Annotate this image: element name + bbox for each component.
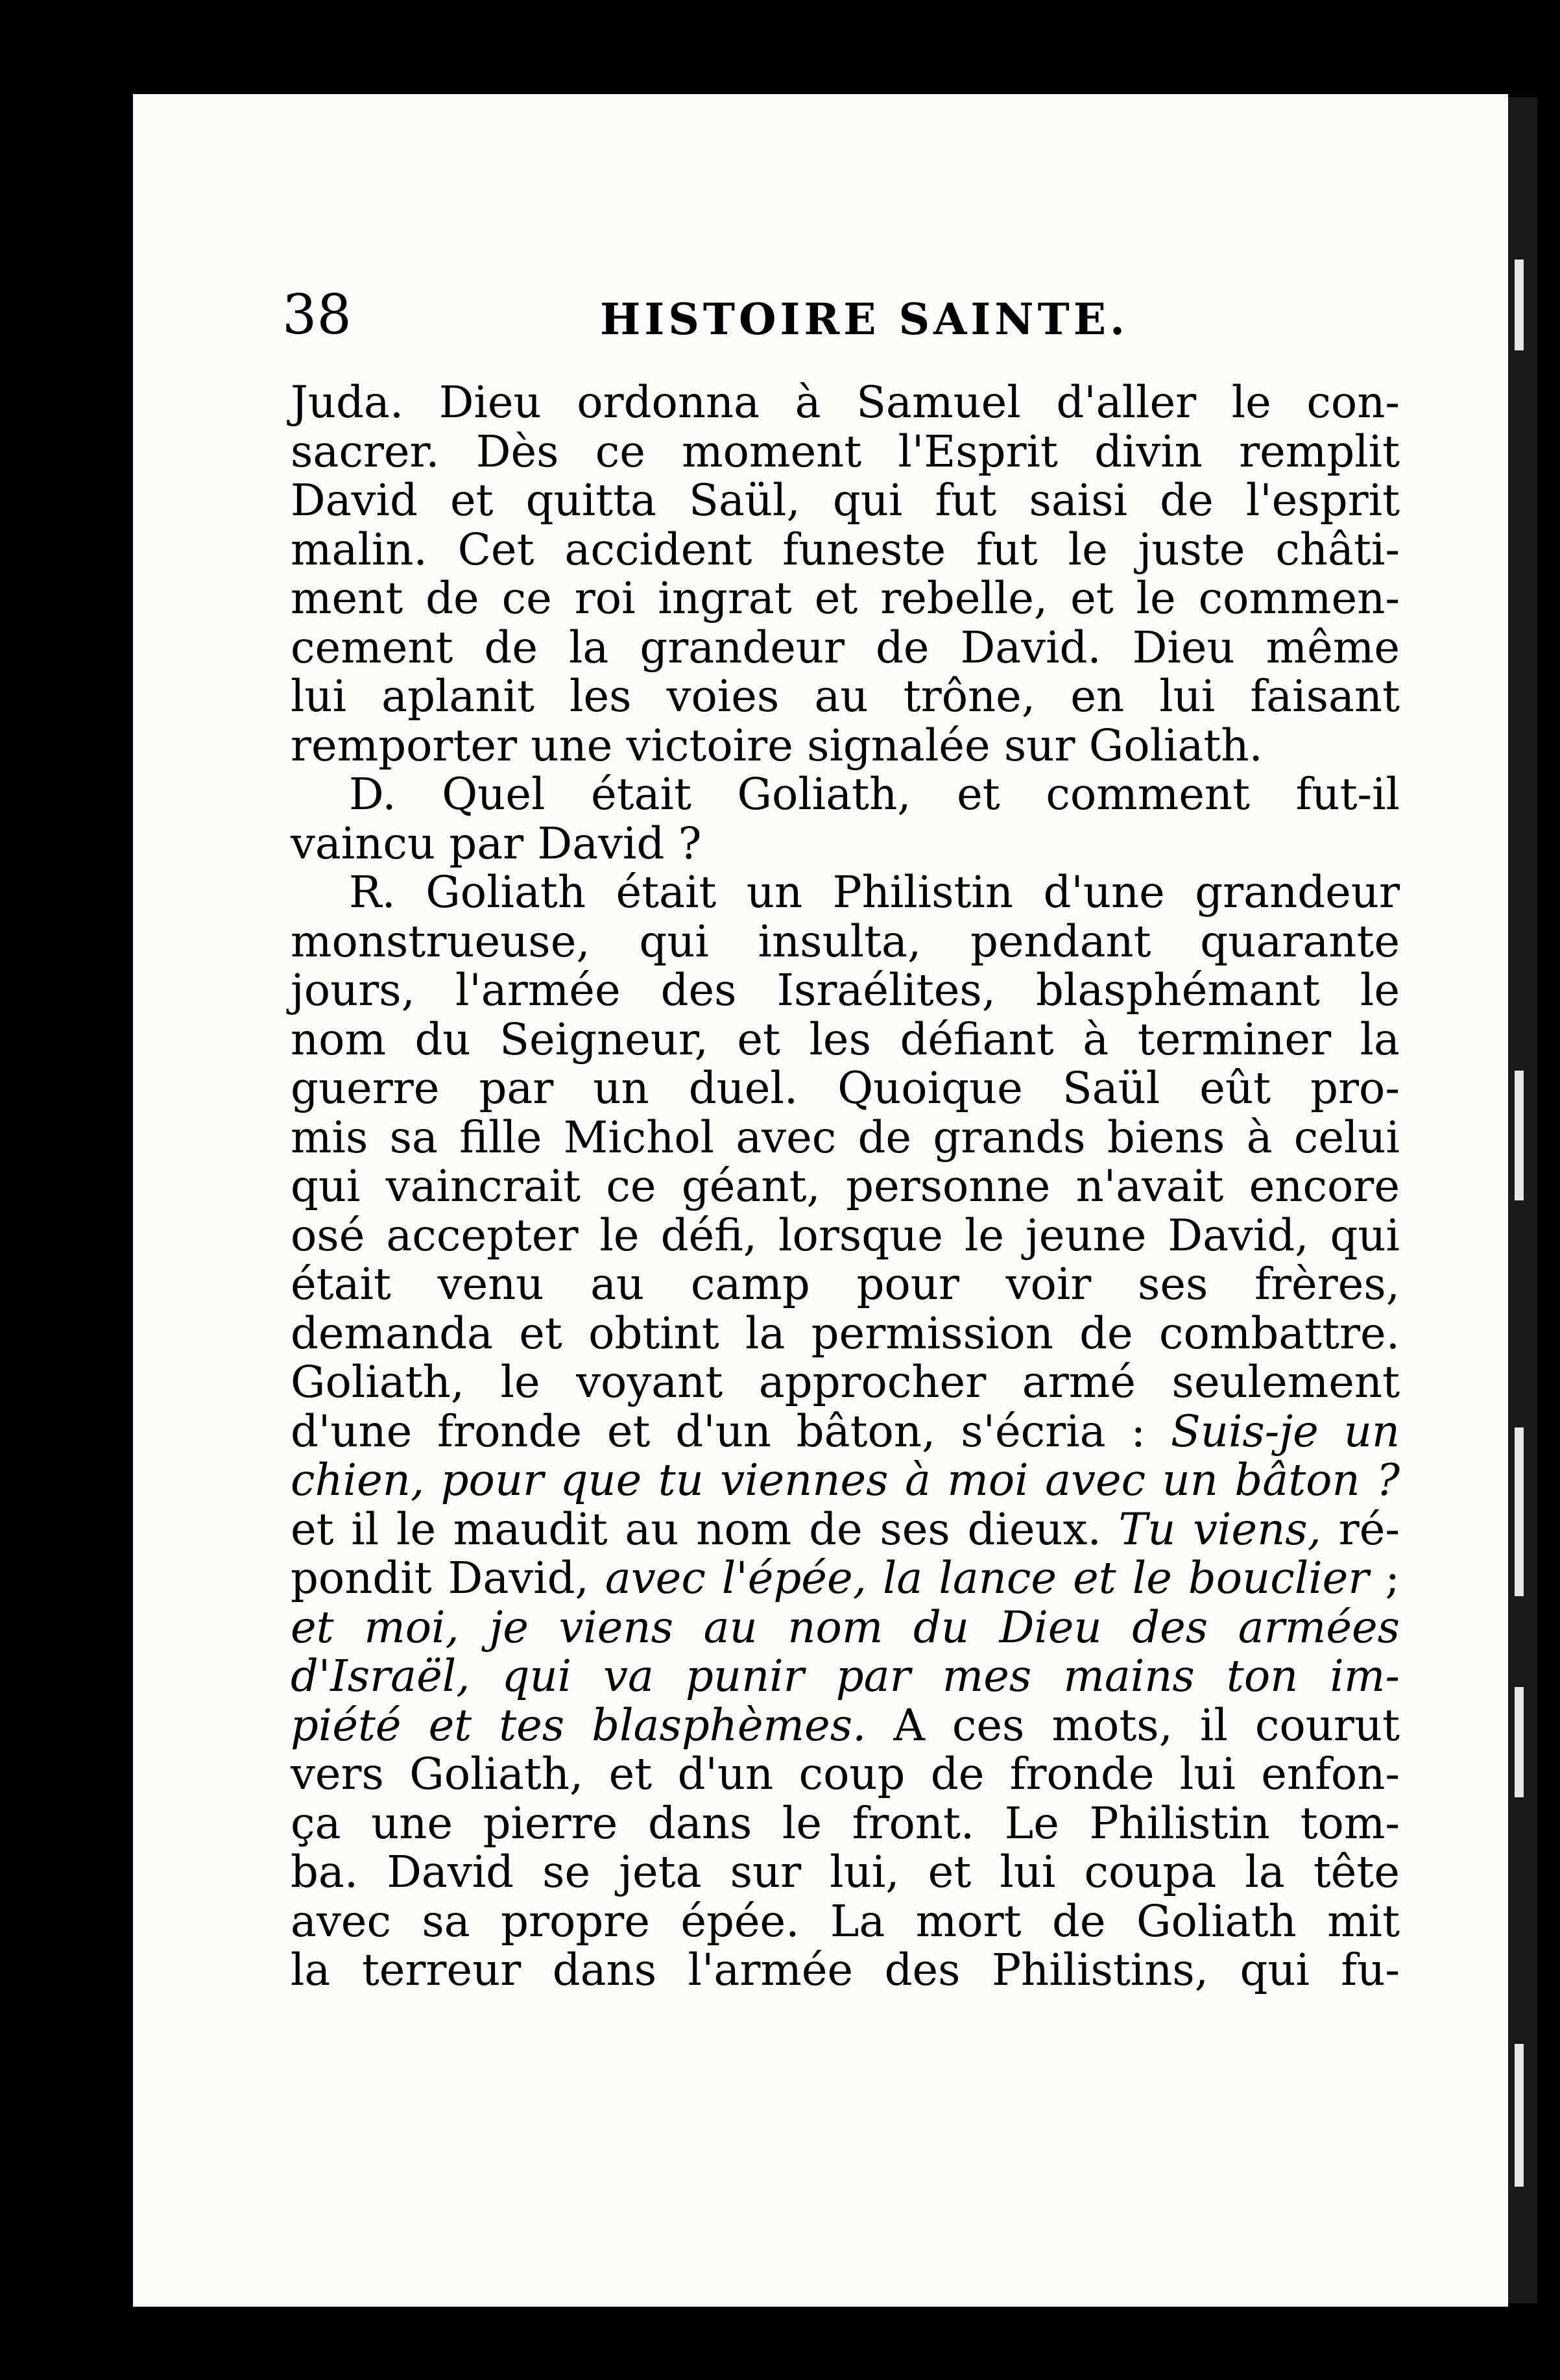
text-segment: ça une pierre dans le front. Le Philistin tom- — [291, 1797, 1400, 1849]
text-segment: ba. David se jeta sur lui, et lui coupa la tête — [291, 1847, 1400, 1897]
text-segment: remporter une victoire signalée sur Goliath. — [291, 720, 1263, 771]
text-line — [291, 1015, 1400, 1065]
text-line — [291, 1652, 1400, 1701]
text-line — [291, 526, 1400, 575]
running-head — [282, 279, 1411, 357]
text-segment: cement de la grandeur de David. Dieu même — [291, 622, 1400, 673]
text-line — [291, 1897, 1400, 1947]
text-segment: Goliath, le voyant approcher armé seulement — [291, 1357, 1400, 1407]
text-segment: lui aplanit les voies au trône, en lui faisant — [291, 671, 1400, 722]
text-segment: guerre par un duel. Quoique Saül eût pro- — [291, 1063, 1400, 1113]
text-segment: était venu au camp pour voir ses frères, — [291, 1259, 1400, 1309]
italic-text-segment: avec l'épée, la lance et le bouclier — [605, 1553, 1369, 1603]
text-line — [291, 1407, 1400, 1457]
text-line — [291, 1260, 1400, 1309]
text-segment: nom du Seigneur, et les défiant à terminer la — [291, 1014, 1400, 1065]
text-line — [291, 1211, 1400, 1261]
text-line — [291, 1701, 1400, 1751]
text-line — [291, 1848, 1400, 1897]
text-segment: la terreur dans l'armée des Philistins, qui fu- — [291, 1945, 1400, 1995]
text-segment: ré- — [1321, 1503, 1400, 1555]
text-segment: mis sa fille Michol avec de grands biens à celui — [291, 1111, 1400, 1163]
text-segment: demanda et obtint la permission de combattre. — [291, 1307, 1400, 1359]
text-segment: sacrer. Dès ce moment l'Esprit divin remplit — [291, 426, 1400, 477]
text-segment: d'une fronde et d'un bâton, s'écria : — [291, 1405, 1171, 1457]
italic-text-segment: piété et tes blasphèmes. — [291, 1699, 867, 1751]
text-line — [291, 820, 1400, 869]
facing-page-edge — [1508, 97, 1537, 2303]
italic-text-segment: Tu viens, — [1118, 1503, 1321, 1555]
text-line — [291, 770, 1400, 820]
italic-text-segment: et moi, je viens au nom du Dieu des armées — [291, 1601, 1400, 1653]
text-segment: Juda. Dieu ordonna à Samuel d'aller le con- — [291, 377, 1400, 428]
text-segment: osé accepter le défi, lorsque le jeune David, qui — [291, 1209, 1400, 1261]
text-segment: D. Quel était Goliath, et comment fut-il — [349, 769, 1400, 820]
text-segment: pondit David, — [291, 1553, 605, 1603]
text-line — [291, 624, 1400, 673]
text-segment: qui vaincrait ce géant, personne n'avait encore — [291, 1161, 1400, 1211]
text-line — [291, 1799, 1400, 1849]
text-line — [291, 1162, 1400, 1211]
body-text — [291, 378, 1400, 1995]
italic-text-segment: d'Israël, qui va punir par mes mains ton im- — [291, 1651, 1400, 1701]
text-line — [291, 672, 1400, 722]
text-segment: David et quitta Saül, qui fut saisi de l'esprit — [291, 475, 1400, 526]
text-segment: vaincu par David ? — [291, 818, 702, 869]
text-line — [291, 1603, 1400, 1653]
text-segment: A ces mots, il courut — [866, 1699, 1400, 1751]
text-segment: ment de ce roi ingrat et rebelle, et le commen- — [291, 573, 1400, 624]
text-line — [291, 868, 1400, 917]
text-segment: malin. Cet accident funeste fut le juste châti- — [291, 524, 1400, 575]
text-line — [291, 1505, 1400, 1555]
italic-text-segment: Suis-je un — [1170, 1405, 1400, 1457]
text-segment: monstrueuse, qui insulta, pendant quarante — [291, 916, 1400, 967]
page-number: 38 — [282, 283, 352, 346]
text-line — [291, 722, 1400, 771]
text-line — [291, 476, 1400, 526]
text-line — [291, 1309, 1400, 1359]
text-line — [291, 1750, 1400, 1799]
text-segment: avec sa propre épée. La mort de Goliath mit — [291, 1895, 1400, 1947]
text-segment: vers Goliath, et d'un coup de fronde lui enfon- — [291, 1749, 1400, 1799]
text-segment: jours, l'armée des Israélites, blasphémant le — [291, 965, 1400, 1015]
text-line — [291, 428, 1400, 477]
text-segment: R. Goliath était un Philistin d'une grandeur — [349, 867, 1400, 917]
text-segment: et il le maudit au nom de ses dieux. — [291, 1503, 1119, 1555]
running-title: HISTOIRE SAINTE. — [600, 294, 1129, 345]
text-line — [291, 1456, 1400, 1505]
text-line — [291, 574, 1400, 624]
text-line — [291, 1946, 1400, 1995]
text-line — [291, 917, 1400, 967]
text-line — [291, 1554, 1400, 1603]
italic-text-segment: chien, pour que tu viennes à moi avec un bâton ? — [291, 1455, 1400, 1505]
text-line — [291, 1113, 1400, 1163]
text-line — [291, 378, 1400, 428]
text-line — [291, 1358, 1400, 1407]
text-segment: ; — [1369, 1553, 1400, 1603]
text-line — [291, 966, 1400, 1015]
text-line — [291, 1064, 1400, 1113]
